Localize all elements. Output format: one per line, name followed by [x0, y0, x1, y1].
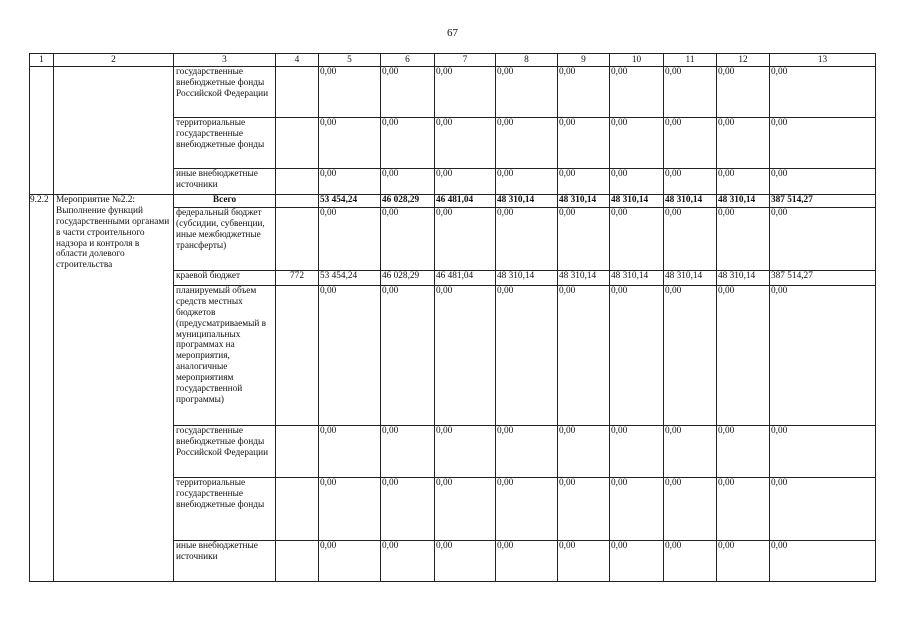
funding-source: иные внебюджетные источники	[174, 541, 276, 582]
value-cell: 0,00	[381, 67, 435, 118]
value-cell: 0,00	[770, 118, 876, 169]
value-cell: 0,00	[770, 478, 876, 541]
value-cell: 0,00	[717, 67, 770, 118]
value-cell: 0,00	[381, 286, 435, 426]
code-cell	[276, 67, 319, 118]
value-cell: 0,00	[610, 208, 664, 271]
column-header: 7	[435, 54, 496, 67]
value-cell: 0,00	[558, 208, 610, 271]
value-cell: 0,00	[435, 208, 496, 271]
value-cell: 0,00	[770, 426, 876, 478]
code-cell	[276, 208, 319, 271]
value-cell: 0,00	[717, 426, 770, 478]
value-cell: 0,00	[496, 426, 558, 478]
value-cell: 48 310,14	[610, 195, 664, 208]
value-cell: 0,00	[717, 118, 770, 169]
value-cell: 0,00	[319, 286, 381, 426]
measure-number: 9.2.2	[30, 195, 54, 582]
code-cell	[276, 195, 319, 208]
value-cell: 0,00	[496, 118, 558, 169]
funding-source: государственные внебюджетные фонды Российской Федерации	[174, 67, 276, 118]
value-cell: 48 310,14	[664, 195, 717, 208]
column-header: 3	[174, 54, 276, 67]
value-cell: 46 481,04	[435, 271, 496, 286]
value-cell: 46 028,29	[381, 195, 435, 208]
value-cell: 387 514,27	[770, 195, 876, 208]
funding-source: территориальные государственные внебюджетные фонды	[174, 478, 276, 541]
value-cell: 0,00	[664, 118, 717, 169]
value-cell: 0,00	[319, 208, 381, 271]
value-cell: 0,00	[664, 208, 717, 271]
code-cell	[276, 169, 319, 195]
funding-source: государственные внебюджетные фонды Российской Федерации	[174, 426, 276, 478]
code-cell	[276, 118, 319, 169]
column-header: 6	[381, 54, 435, 67]
value-cell: 0,00	[770, 169, 876, 195]
value-cell: 0,00	[435, 118, 496, 169]
table-row	[30, 67, 876, 118]
column-header: 13	[770, 54, 876, 67]
value-cell: 48 310,14	[610, 271, 664, 286]
value-cell: 0,00	[319, 169, 381, 195]
value-cell: 0,00	[381, 169, 435, 195]
value-cell: 0,00	[381, 208, 435, 271]
value-cell: 46 481,04	[435, 195, 496, 208]
value-cell: 0,00	[319, 541, 381, 582]
value-cell: 0,00	[664, 541, 717, 582]
empty-cell	[54, 67, 174, 195]
value-cell: 0,00	[319, 67, 381, 118]
funding-source: федеральный бюджет (субсидии, субвенции, иные межбюджетные трансферты)	[174, 208, 276, 271]
column-header: 8	[496, 54, 558, 67]
funding-source: краевой бюджет	[174, 271, 276, 286]
code-cell	[276, 478, 319, 541]
value-cell: 0,00	[610, 169, 664, 195]
measure-name: Мероприятие №2.2: Выполнение функций государственными органами в части строительного надзора и контроля в области долевого строительства	[54, 195, 174, 582]
value-cell: 0,00	[381, 426, 435, 478]
value-cell: 0,00	[610, 478, 664, 541]
value-cell: 0,00	[664, 426, 717, 478]
value-cell: 0,00	[496, 478, 558, 541]
empty-cell	[30, 67, 54, 195]
code-cell: 772	[276, 271, 319, 286]
value-cell: 0,00	[558, 286, 610, 426]
value-cell: 0,00	[664, 478, 717, 541]
value-cell: 0,00	[381, 478, 435, 541]
value-cell: 0,00	[496, 67, 558, 118]
value-cell: 0,00	[319, 478, 381, 541]
value-cell: 0,00	[435, 286, 496, 426]
value-cell: 0,00	[558, 478, 610, 541]
budget-table	[29, 53, 876, 582]
value-cell: 0,00	[496, 169, 558, 195]
value-cell: 48 310,14	[496, 271, 558, 286]
value-cell: 53 454,24	[319, 271, 381, 286]
value-cell: 0,00	[558, 169, 610, 195]
value-cell: 0,00	[610, 541, 664, 582]
funding-source-total: Всего	[174, 195, 276, 208]
column-header: 10	[610, 54, 664, 67]
value-cell: 0,00	[770, 541, 876, 582]
value-cell: 48 310,14	[717, 195, 770, 208]
column-header: 1	[30, 54, 54, 67]
value-cell: 0,00	[717, 541, 770, 582]
column-header: 5	[319, 54, 381, 67]
column-header: 2	[54, 54, 174, 67]
value-cell: 0,00	[610, 67, 664, 118]
value-cell: 0,00	[664, 286, 717, 426]
value-cell: 0,00	[496, 541, 558, 582]
table-row-total	[30, 195, 876, 208]
value-cell: 48 310,14	[717, 271, 770, 286]
value-cell: 0,00	[610, 426, 664, 478]
code-cell	[276, 541, 319, 582]
value-cell: 0,00	[770, 286, 876, 426]
value-cell: 48 310,14	[664, 271, 717, 286]
value-cell: 0,00	[381, 118, 435, 169]
value-cell: 0,00	[496, 286, 558, 426]
value-cell: 0,00	[770, 208, 876, 271]
value-cell: 0,00	[717, 208, 770, 271]
column-header: 12	[717, 54, 770, 67]
value-cell: 0,00	[319, 118, 381, 169]
value-cell: 0,00	[770, 67, 876, 118]
page-number: 67	[447, 27, 458, 39]
value-cell: 0,00	[558, 67, 610, 118]
value-cell: 0,00	[435, 426, 496, 478]
value-cell: 0,00	[664, 169, 717, 195]
value-cell: 0,00	[496, 208, 558, 271]
funding-source: иные внебюджетные источники	[174, 169, 276, 195]
column-header: 11	[664, 54, 717, 67]
funding-source: территориальные государственные внебюджетные фонды	[174, 118, 276, 169]
value-cell: 0,00	[717, 169, 770, 195]
value-cell: 0,00	[717, 478, 770, 541]
funding-source: планируемый объем средств местных бюджетов (предусматриваемый в муниципальных программах на мероприятия, аналогичные мероприятиям государственной программы)	[174, 286, 276, 426]
value-cell: 0,00	[558, 541, 610, 582]
value-cell: 0,00	[381, 541, 435, 582]
value-cell: 48 310,14	[558, 195, 610, 208]
column-header: 4	[276, 54, 319, 67]
value-cell: 0,00	[610, 286, 664, 426]
value-cell: 0,00	[435, 67, 496, 118]
value-cell: 0,00	[435, 541, 496, 582]
column-header: 9	[558, 54, 610, 67]
value-cell: 0,00	[717, 286, 770, 426]
value-cell: 0,00	[558, 118, 610, 169]
code-cell	[276, 426, 319, 478]
value-cell: 48 310,14	[558, 271, 610, 286]
code-cell	[276, 286, 319, 426]
value-cell: 0,00	[319, 426, 381, 478]
value-cell: 0,00	[558, 426, 610, 478]
column-number-row	[30, 54, 876, 67]
value-cell: 0,00	[435, 169, 496, 195]
value-cell: 0,00	[610, 118, 664, 169]
value-cell: 48 310,14	[496, 195, 558, 208]
value-cell: 53 454,24	[319, 195, 381, 208]
value-cell: 0,00	[664, 67, 717, 118]
value-cell: 46 028,29	[381, 271, 435, 286]
value-cell: 0,00	[435, 478, 496, 541]
value-cell: 387 514,27	[770, 271, 876, 286]
